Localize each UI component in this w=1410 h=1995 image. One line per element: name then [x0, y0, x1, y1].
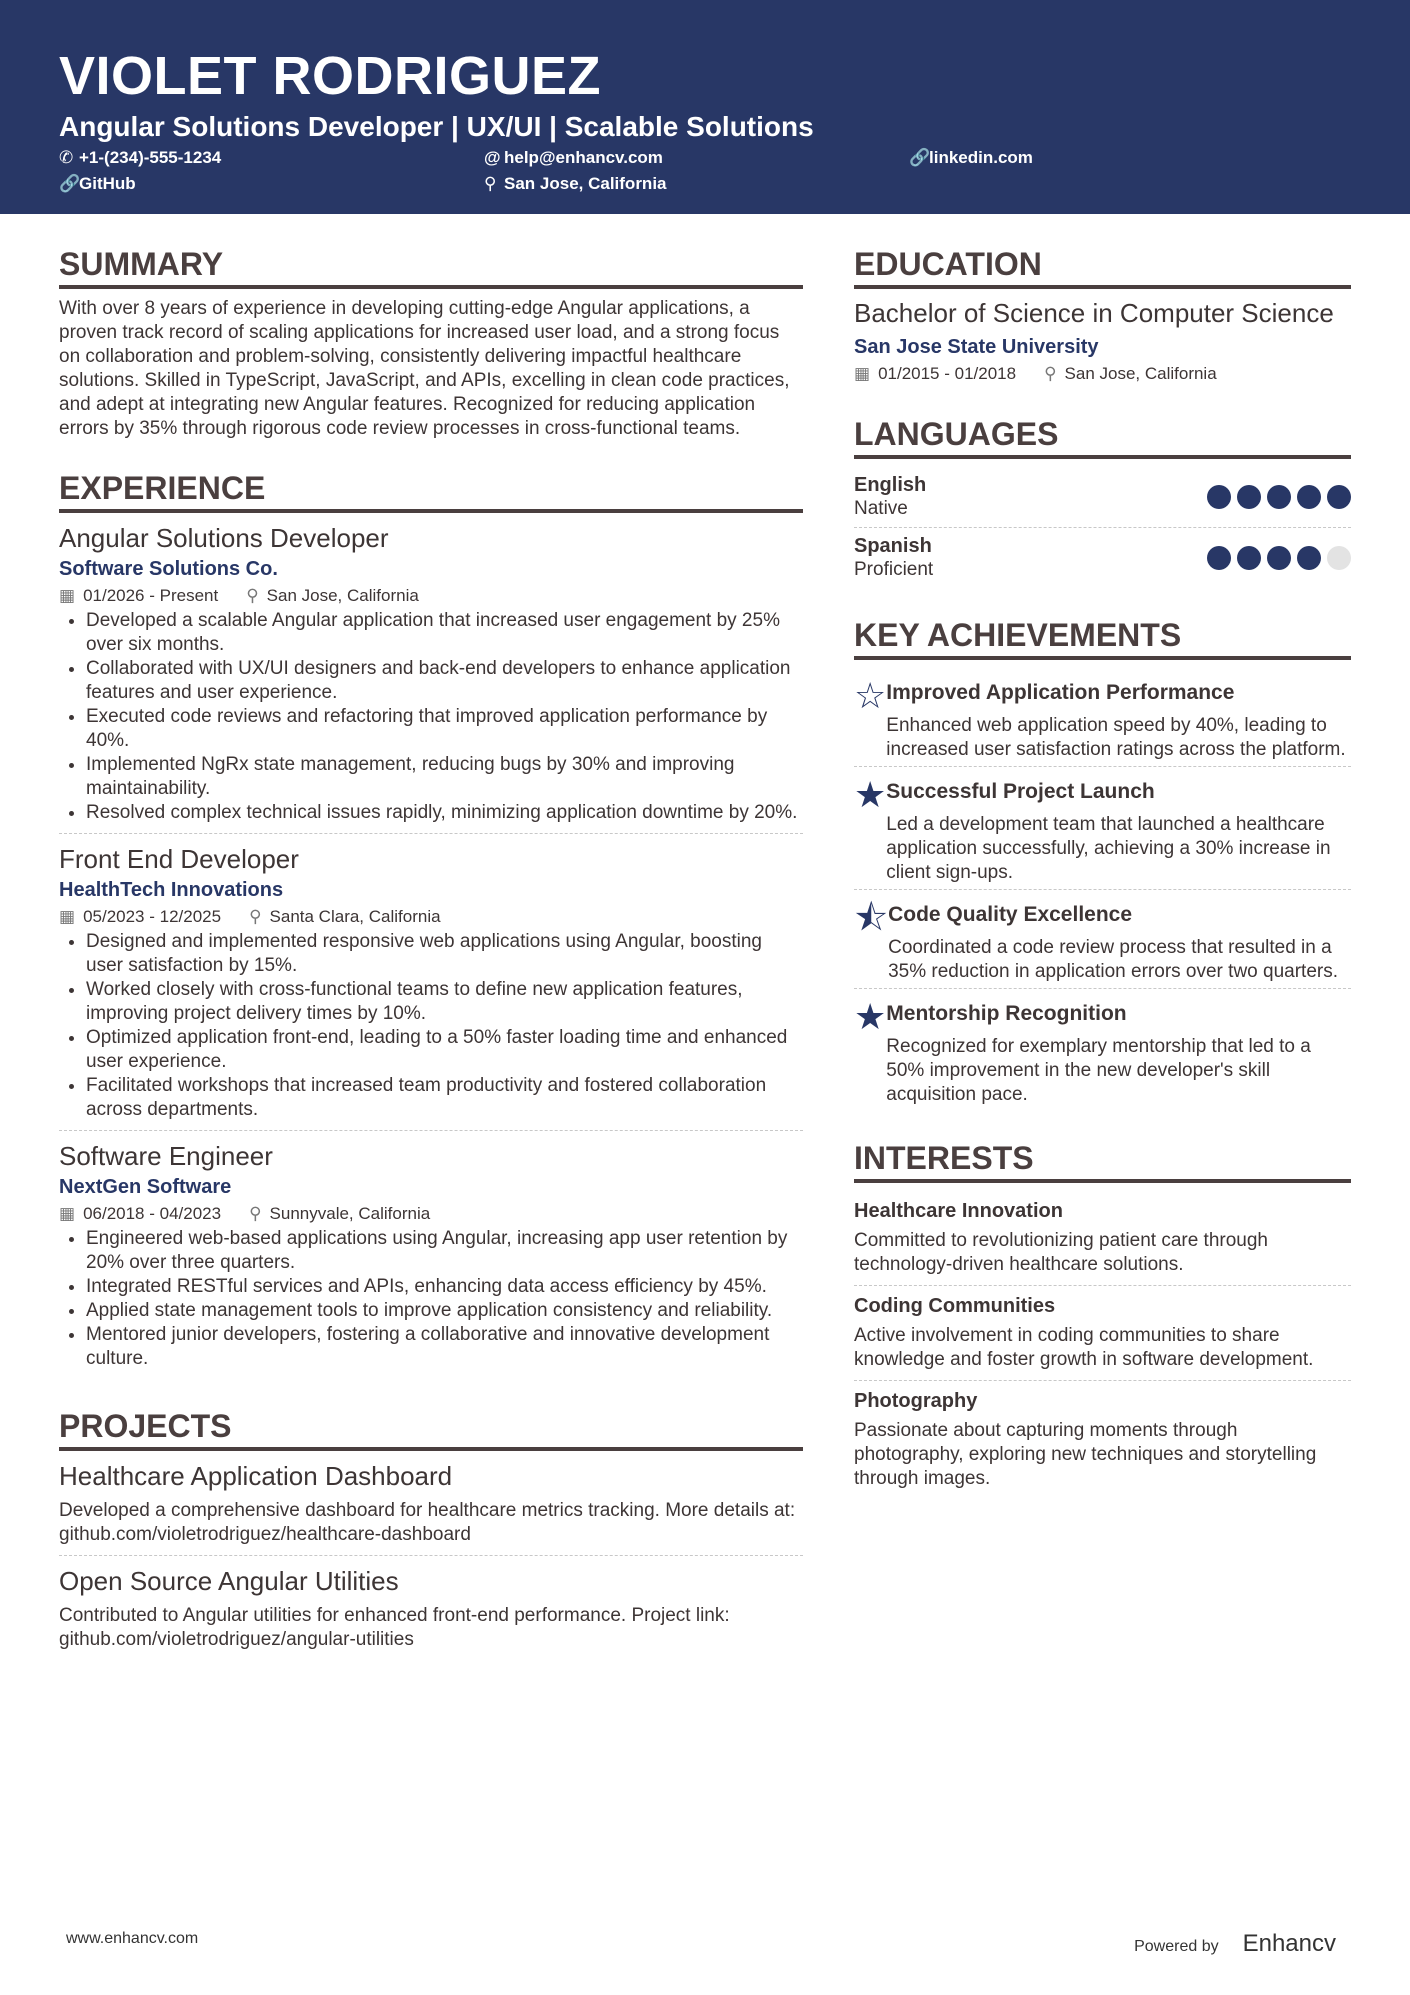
achievement-title: Improved Application Performance — [886, 681, 1235, 704]
language-item — [854, 467, 1351, 528]
achievement-body — [886, 678, 1351, 762]
project-title: Open Source Angular Utilities — [59, 1566, 399, 1596]
degree: Bachelor of Science in Computer Science — [854, 298, 1334, 328]
achievement-item — [854, 767, 1351, 890]
language-info — [854, 473, 926, 521]
left-column — [59, 245, 803, 1688]
interest-item — [854, 1381, 1351, 1499]
interest-item — [854, 1191, 1351, 1286]
star-outline-icon: ☆ — [854, 675, 887, 716]
bullet: • Developed a scalable Angular application that increased user engagement by 25% over six months. — [86, 609, 803, 657]
contact-text: San Jose, California — [504, 174, 667, 193]
calendar-icon: ▦ — [59, 586, 76, 605]
project-description: Contributed to Angular utilities for enhanced front-end performance. Project link: github.com/violetrodriguez/angular-utilities — [59, 1605, 730, 1650]
achievement-title: Code Quality Excellence — [888, 903, 1133, 926]
location-group — [249, 1201, 430, 1227]
enhancv-logo[interactable]: Enhancv — [1242, 1930, 1336, 1957]
bullet: • Optimized application front-end, leading to a 50% faster loading time and enhanced user experience. — [86, 1026, 803, 1074]
job-entry — [59, 521, 803, 834]
bullet: • Facilitated workshops that increased team productivity and fostered collaboration across departments. — [86, 1074, 803, 1122]
rating-dot — [1237, 485, 1261, 509]
rating-dot — [1207, 546, 1231, 570]
job-bullets — [86, 1227, 803, 1371]
bullet: • Designed and implemented responsive web applications using Angular, boosting user satisfaction by 15%. — [86, 930, 803, 978]
languages-section — [854, 415, 1351, 588]
calendar-icon: ▦ — [59, 907, 76, 926]
job-location: Sunnyvale, California — [269, 1204, 431, 1223]
job-meta — [59, 583, 803, 609]
proficiency-rating — [1207, 546, 1351, 570]
interest-text: Active involvement in coding communities to share knowledge and foster growth in software development. — [854, 1325, 1314, 1370]
achievement-text: Coordinated a code review process that resulted in a 35% reduction in application errors over two quarters. — [888, 937, 1338, 982]
interest-item — [854, 1286, 1351, 1381]
job-bullets — [86, 609, 803, 825]
interest-title: Coding Communities — [854, 1295, 1056, 1317]
contact-item[interactable] — [59, 174, 484, 194]
interest-text: Committed to revolutionizing patient care through technology-driven healthcare solutions. — [854, 1230, 1269, 1275]
at-icon: @ — [484, 148, 501, 167]
location-icon: ⚲ — [249, 1204, 262, 1223]
dates-group — [59, 904, 221, 930]
bullet: • Executed code reviews and refactoring that improved application performance by 40%. — [86, 705, 803, 753]
project-entry — [59, 1564, 803, 1660]
achievement-item — [854, 989, 1351, 1111]
section-title: LANGUAGES — [854, 415, 1351, 459]
phone-icon: ✆ — [59, 148, 74, 167]
company-name: NextGen Software — [59, 1176, 232, 1198]
rating-dot — [1237, 546, 1261, 570]
powered-by: Powered by — [1134, 1938, 1219, 1955]
rating-dot — [1327, 485, 1351, 509]
resume-header — [0, 0, 1410, 214]
dates-group — [59, 583, 218, 609]
section-title: INTERESTS — [854, 1139, 1351, 1183]
rating-dot — [1297, 546, 1321, 570]
section-title: KEY ACHIEVEMENTS — [854, 616, 1351, 660]
achievement-body — [886, 777, 1351, 885]
section-title: EXPERIENCE — [59, 469, 803, 513]
rating-dot — [1327, 546, 1351, 570]
contact-item[interactable] — [484, 148, 909, 168]
bullet: • Integrated RESTful services and APIs, enhancing data access efficiency by 45%. — [86, 1275, 803, 1299]
experience-section — [59, 469, 803, 1379]
star-icon: ★ — [854, 774, 887, 815]
contact-item[interactable] — [59, 148, 484, 168]
bullet: • Worked closely with cross-functional teams to define new application features, improving project delivery times by 10%. — [86, 978, 803, 1026]
bullet: • Mentored junior developers, fostering a collaborative and innovative development culture. — [86, 1323, 803, 1371]
language-item — [854, 528, 1351, 588]
bullet: • Applied state management tools to improve application consistency and reliability. — [86, 1299, 803, 1323]
job-title: Front End Developer — [59, 844, 299, 874]
interest-title: Healthcare Innovation — [854, 1200, 1063, 1222]
achievement-title: Successful Project Launch — [886, 780, 1155, 803]
bullet: • Resolved complex technical issues rapidly, minimizing application downtime by 20%. — [86, 801, 803, 825]
location-group — [246, 583, 419, 609]
bullet: • Implemented NgRx state management, reducing bugs by 30% and improving maintainability. — [86, 753, 803, 801]
language-level: Proficient — [854, 559, 934, 580]
job-location: San Jose, California — [266, 586, 419, 605]
contact-text: GitHub — [79, 174, 136, 193]
achievement-item — [854, 668, 1351, 767]
section-title: EDUCATION — [854, 245, 1351, 289]
calendar-icon: ▦ — [59, 1204, 76, 1223]
job-title: Angular Solutions Developer — [59, 523, 389, 553]
language-name: Spanish — [854, 535, 932, 557]
rating-dot — [1297, 485, 1321, 509]
star-icon: ★ — [854, 996, 887, 1037]
achievement-text: Led a development team that launched a healthcare application successfully, achieving a 30% increase in client sign-ups. — [886, 814, 1331, 883]
proficiency-rating — [1207, 485, 1351, 509]
location-icon: ⚲ — [246, 586, 259, 605]
location: San Jose, California — [1064, 364, 1217, 383]
dates-group — [59, 1201, 221, 1227]
summary-section — [59, 245, 803, 441]
job-entry — [59, 842, 803, 1131]
achievements-section — [854, 616, 1351, 1111]
summary-text: With over 8 years of experience in developing cutting-edge Angular applications, a proven track record of scaling applications for increased user load, and a strong focus on collaboration and problem-solving, consistently delivering impactful healthcare solutions. Skilled in TypeScript, JavaScript, and APIs, excelling in clean code practices, and adept at integrating new Angular features. Recognized for reducing application errors by 35% through rigorous code review processes in cross-functional teams. — [59, 298, 790, 439]
rating-dot — [1207, 485, 1231, 509]
company-name: HealthTech Innovations — [59, 879, 284, 901]
location-group — [249, 904, 440, 930]
education-section — [854, 245, 1351, 387]
section-title: PROJECTS — [59, 1407, 803, 1451]
bullet: • Engineered web-based applications using Angular, increasing app user retention by 20% over three quarters. — [86, 1227, 803, 1275]
project-title: Healthcare Application Dashboard — [59, 1461, 453, 1491]
achievement-title: Mentorship Recognition — [886, 1002, 1127, 1025]
interests-section — [854, 1139, 1351, 1499]
bullet: • Collaborated with UX/UI designers and back-end developers to enhance application features and user experience. — [86, 657, 803, 705]
candidate-name: VIOLET RODRIGUEZ — [59, 46, 602, 106]
job-meta — [59, 904, 803, 930]
contact-item[interactable] — [909, 148, 1209, 168]
achievement-item — [854, 890, 1351, 989]
contact-text: +1-(234)-555-1234 — [79, 148, 222, 167]
location-icon: ⚲ — [484, 174, 497, 193]
contact-item[interactable] — [484, 174, 909, 194]
language-level: Native — [854, 498, 908, 519]
job-location: Santa Clara, California — [269, 907, 441, 926]
section-title: SUMMARY — [59, 245, 803, 289]
contact-list — [59, 148, 1351, 194]
project-description: Developed a comprehensive dashboard for healthcare metrics tracking. More details at: github.com/violetrodriguez/healthcare-dashboard — [59, 1500, 796, 1545]
achievement-text: Enhanced web application speed by 40%, leading to increased user satisfaction ratings across the platform. — [886, 715, 1346, 760]
job-dates: 05/2023 - 12/2025 — [83, 907, 222, 926]
footer — [66, 1930, 1336, 1958]
candidate-subtitle: Angular Solutions Developer | UX/UI | Scalable Solutions — [59, 111, 814, 142]
achievement-text: Recognized for exemplary mentorship that led to a 50% improvement in the new developer's skill acquisition pace. — [886, 1036, 1311, 1105]
education-meta — [854, 361, 1351, 387]
contact-text: help@enhancv.com — [504, 148, 663, 167]
project-entry — [59, 1459, 803, 1556]
job-dates: 06/2018 - 04/2023 — [83, 1204, 222, 1223]
interest-text: Passionate about capturing moments through photography, exploring new techniques and storytelling through images. — [854, 1420, 1317, 1489]
location-icon: ⚲ — [249, 907, 262, 926]
calendar-icon: ▦ — [854, 364, 871, 383]
school: San Jose State University — [854, 336, 1099, 358]
achievement-body — [888, 900, 1351, 984]
star-half-icon: ⯪ — [854, 897, 889, 938]
contact-text: linkedin.com — [929, 148, 1033, 167]
link-icon: 🔗 — [909, 148, 931, 167]
rating-dot — [1267, 546, 1291, 570]
interest-title: Photography — [854, 1390, 978, 1412]
company-name: Software Solutions Co. — [59, 558, 278, 580]
projects-section — [59, 1407, 803, 1660]
link-icon: 🔗 — [59, 174, 81, 193]
language-info — [854, 534, 933, 582]
language-name: English — [854, 474, 927, 496]
job-dates: 01/2026 - Present — [83, 586, 219, 605]
job-bullets — [86, 930, 803, 1122]
rating-dot — [1267, 485, 1291, 509]
dates: 01/2015 - 01/2018 — [878, 364, 1017, 383]
right-column — [854, 245, 1351, 1527]
job-entry — [59, 1139, 803, 1379]
footer-url[interactable]: www.enhancv.com — [66, 1930, 199, 1947]
job-title: Software Engineer — [59, 1141, 273, 1171]
location-icon: ⚲ — [1044, 364, 1057, 383]
job-meta — [59, 1201, 803, 1227]
achievement-body — [886, 999, 1351, 1107]
